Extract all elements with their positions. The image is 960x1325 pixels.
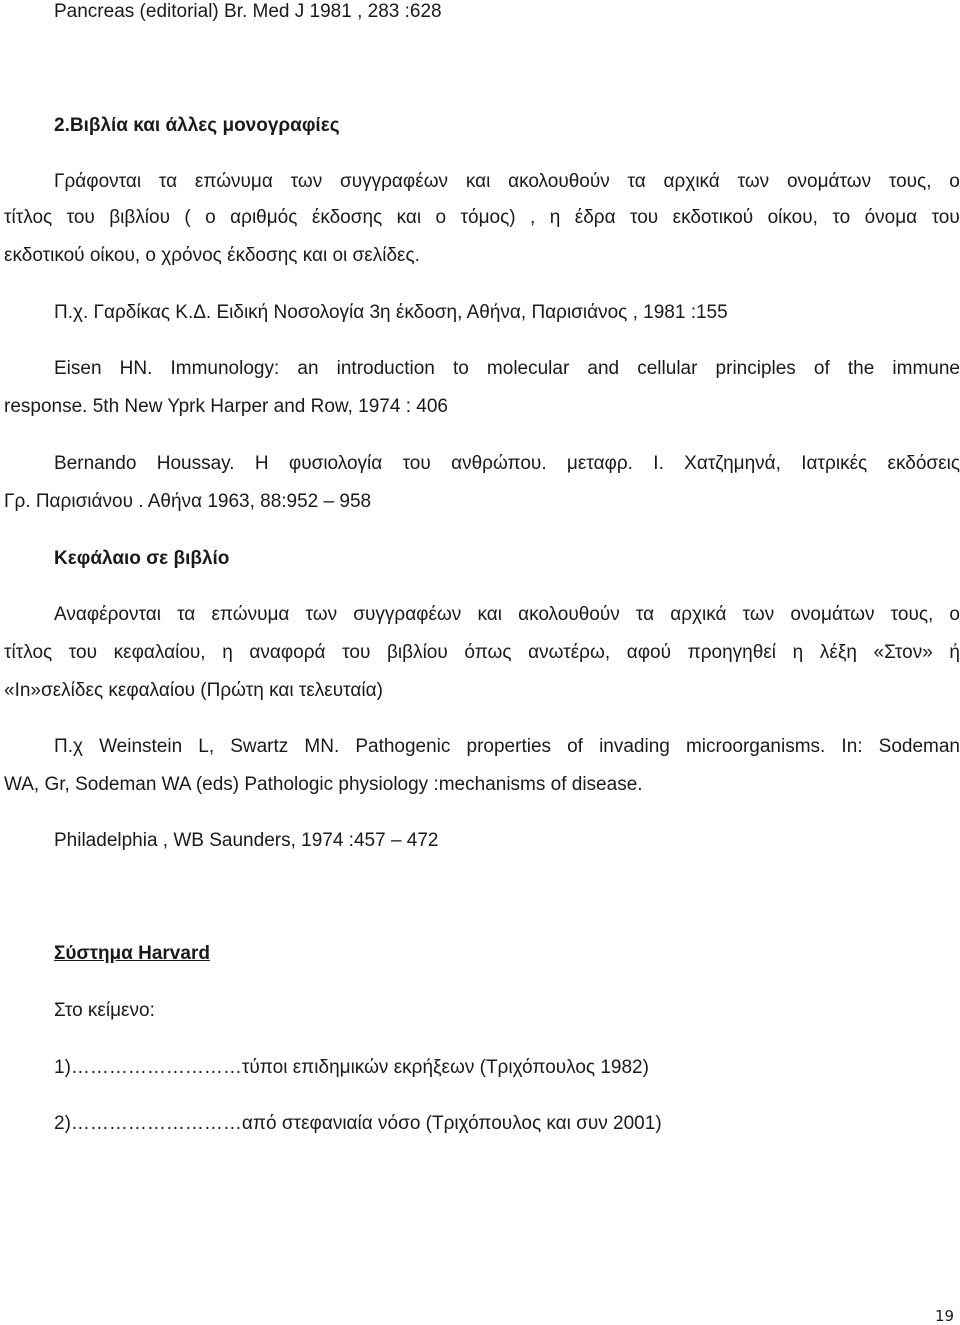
word: Γράφονται (54, 171, 142, 192)
word: συγγραφέων (340, 171, 449, 192)
word: τόμος) (460, 207, 516, 228)
harvard-system-heading: Σύστημα Harvard (54, 943, 210, 964)
word: η (549, 207, 561, 228)
word: εκδοτικού (672, 207, 754, 228)
books-intro-line-3: εκδοτικού οίκου, ο χρόνος έκδοσης και οι σελίδες. (4, 245, 420, 266)
word: αριθμός (230, 207, 298, 228)
example-eisen-line-2: response. 5th New Yprk Harper and Row, 1974 : 406 (4, 396, 448, 417)
word: του (629, 207, 659, 228)
word: ο (435, 207, 447, 228)
reference-pancreas: Pancreas (editorial) Br. Med J 1981 , 283 :628 (54, 1, 442, 22)
word: ο (205, 207, 216, 228)
word: όνομα (864, 207, 918, 228)
word: οίκου, (767, 207, 818, 228)
harvard-example-2: 2)………………………από στεφανιαία νόσο (Τριχόπουλος και συν 2001) (54, 1113, 662, 1134)
word: του (931, 207, 960, 228)
chapter-intro-line-3: «In»σελίδες κεφαλαίου (Πρώτη και τελευταία) (4, 680, 383, 701)
books-intro-line-1 (54, 171, 960, 193)
example-eisen-line-1: Eisen HN. Immunology: an introduction to molecular and cellular principles of the immune (54, 358, 960, 379)
word: έκδοσης (311, 207, 383, 228)
word: ονομάτων (786, 171, 872, 192)
chapter-intro-line-1: Αναφέρονται τα επώνυμα των συγγραφέων και ακολουθούν τα αρχικά των ονομάτων τους, ο (54, 604, 960, 625)
chapter-in-book-heading: Κεφάλαιο σε βιβλίο (54, 548, 230, 569)
word: αρχικά (663, 171, 720, 192)
in-text-label: Στο κείμενο: (54, 1000, 155, 1021)
word: ακολουθούν (508, 171, 610, 192)
example-weinstein-line-1: Π.χ Weinstein L, Swartz MN. Pathogenic properties of invading microorganisms. In: Sodeman (54, 736, 960, 757)
section-2-heading: 2.Βιβλία και άλλες μονογραφίες (54, 115, 340, 136)
word: έδρα (574, 207, 616, 228)
page-number: 19 (935, 1307, 955, 1325)
word: τα (158, 171, 178, 192)
books-intro-line-2 (4, 207, 960, 229)
word: των (737, 171, 770, 192)
word: των (290, 171, 323, 192)
word: επώνυμα (194, 171, 273, 192)
example-houssay-line-2: Γρ. Παρισιάνου . Αθήνα 1963, 88:952 – 958 (4, 491, 372, 512)
harvard-example-1: 1)………………………τύποι επιδημικών εκρήξεων (Τριχόπουλος 1982) (54, 1057, 649, 1078)
chapter-intro-line-2: τίτλος του κεφαλαίου, η αναφορά του βιβλίου όπως ανωτέρω, αφού προηγηθεί η λέξη «Στον» ή (4, 642, 960, 663)
word: ο (949, 171, 960, 192)
word: τίτλος (4, 207, 53, 228)
word: ( (184, 207, 191, 228)
example-weinstein-line-2: WA, Gr, Sodeman WA (eds) Pathologic physiology :mechanisms of disease. (4, 774, 643, 795)
example-houssay-line-1: Bernando Houssay. Η φυσιολογία του ανθρώπου. μεταφρ. Ι. Χατζημηνά, Ιατρικές εκδόσεις (54, 453, 960, 474)
word: τα (627, 171, 646, 192)
example-gardikas: Π.χ. Γαρδίκας Κ.Δ. Ειδική Νοσολογία 3η έκδοση, Αθήνα, Παρισιάνος , 1981 :155 (54, 302, 728, 323)
word: βιβλίου (109, 207, 170, 228)
example-philadelphia: Philadelphia , WB Saunders, 1974 :457 – 472 (54, 830, 439, 851)
word: , (530, 207, 536, 228)
word: και (396, 207, 422, 228)
word: τους, (888, 171, 932, 192)
word: το (832, 207, 851, 228)
word: του (66, 207, 95, 228)
word: και (465, 171, 491, 192)
